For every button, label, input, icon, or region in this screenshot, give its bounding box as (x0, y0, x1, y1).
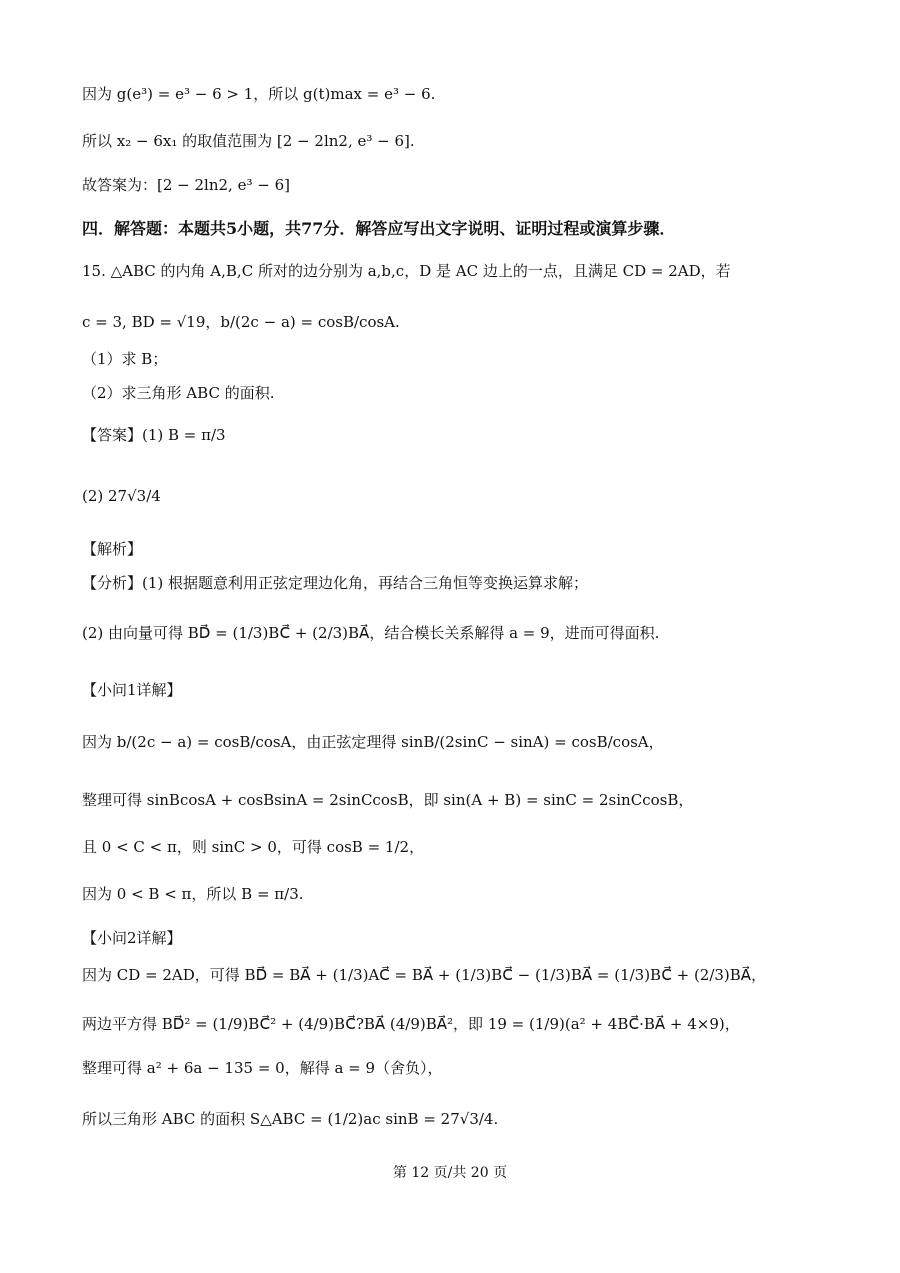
subq1-line-3: 且 0 < C < π，则 sinC > 0，可得 cosB = 1/2， (82, 838, 425, 856)
problem-statement: 15. △ABC 的内角 A,B,C 所对的边分别为 a,b,c，D 是 AC 边上的一点，且满足 CD = 2AD，若 (82, 262, 731, 280)
analysis-2: (2) 由向量可得 BD⃗ = (1/3)BC⃗ + (2/3)BA⃗，结合模长关系解得 a = 9，进而可得面积. (82, 624, 660, 642)
subq2-line-3: 整理可得 a² + 6a − 135 = 0，解得 a = 9（舍负）， (82, 1059, 443, 1077)
section-heading: 四．解答题：本题共5小题，共77分．解答应写出文字说明、证明过程或演算步骤． (82, 219, 676, 238)
analysis-heading: 【解析】 (82, 540, 143, 558)
subq1-line-1: 因为 b/(2c − a) = cosB/cosA，由正弦定理得 sinB/(2sinC − sinA) = cosB/cosA， (82, 733, 664, 751)
line-1: 因为 g(e³) = e³ − 6 > 1，所以 g(t)max = e³ − 6. (82, 85, 436, 103)
subq2-line-1: 因为 CD = 2AD，可得 BD⃗ = BA⃗ + (1/3)AC⃗ = BA⃗ + (1/3)BC⃗ − (1/3)BA⃗ = (1/3)BC⃗ + (2/3)BA⃗， (82, 966, 767, 984)
line-3: 故答案为：[2 − 2ln2, e³ − 6] (82, 176, 290, 194)
subq2-line-4: 所以三角形 ABC 的面积 S△ABC = (1/2)ac sinB = 27√3/4. (82, 1110, 499, 1128)
answer-2: (2) 27√3/4 (82, 487, 161, 505)
question-1: （1）求 B； (82, 350, 168, 368)
question-2: （2）求三角形 ABC 的面积. (82, 384, 275, 402)
subq1-line-2: 整理可得 sinBcosA + cosBsinA = 2sinCcosB，即 sin(A + B) = sinC = 2sinCcosB， (82, 791, 694, 809)
line-2: 所以 x₂ − 6x₁ 的取值范围为 [2 − 2ln2, e³ − 6]. (82, 132, 415, 150)
analysis-1: 【分析】(1) 根据题意利用正弦定理边化角，再结合三角恒等变换运算求解； (82, 574, 589, 592)
subq1-heading: 【小问1详解】 (82, 681, 182, 699)
subq2-line-2: 两边平方得 BD⃗² = (1/9)BC⃗² + (4/9)BC⃗?BA⃗ (4/9)BA⃗²，即 19 = (1/9)(a² + 4BC⃗·BA⃗ + 4×9)， (82, 1015, 740, 1033)
problem-conditions: c = 3, BD = √19，b/(2c − a) = cosB/cosA. (82, 313, 400, 331)
subq2-heading: 【小问2详解】 (82, 929, 182, 947)
subq1-line-4: 因为 0 < B < π，所以 B = π/3. (82, 885, 304, 903)
page-footer: 第 12 页/共 20 页 (392, 1165, 508, 1181)
answer-1: 【答案】(1) B = π/3 (82, 426, 226, 444)
